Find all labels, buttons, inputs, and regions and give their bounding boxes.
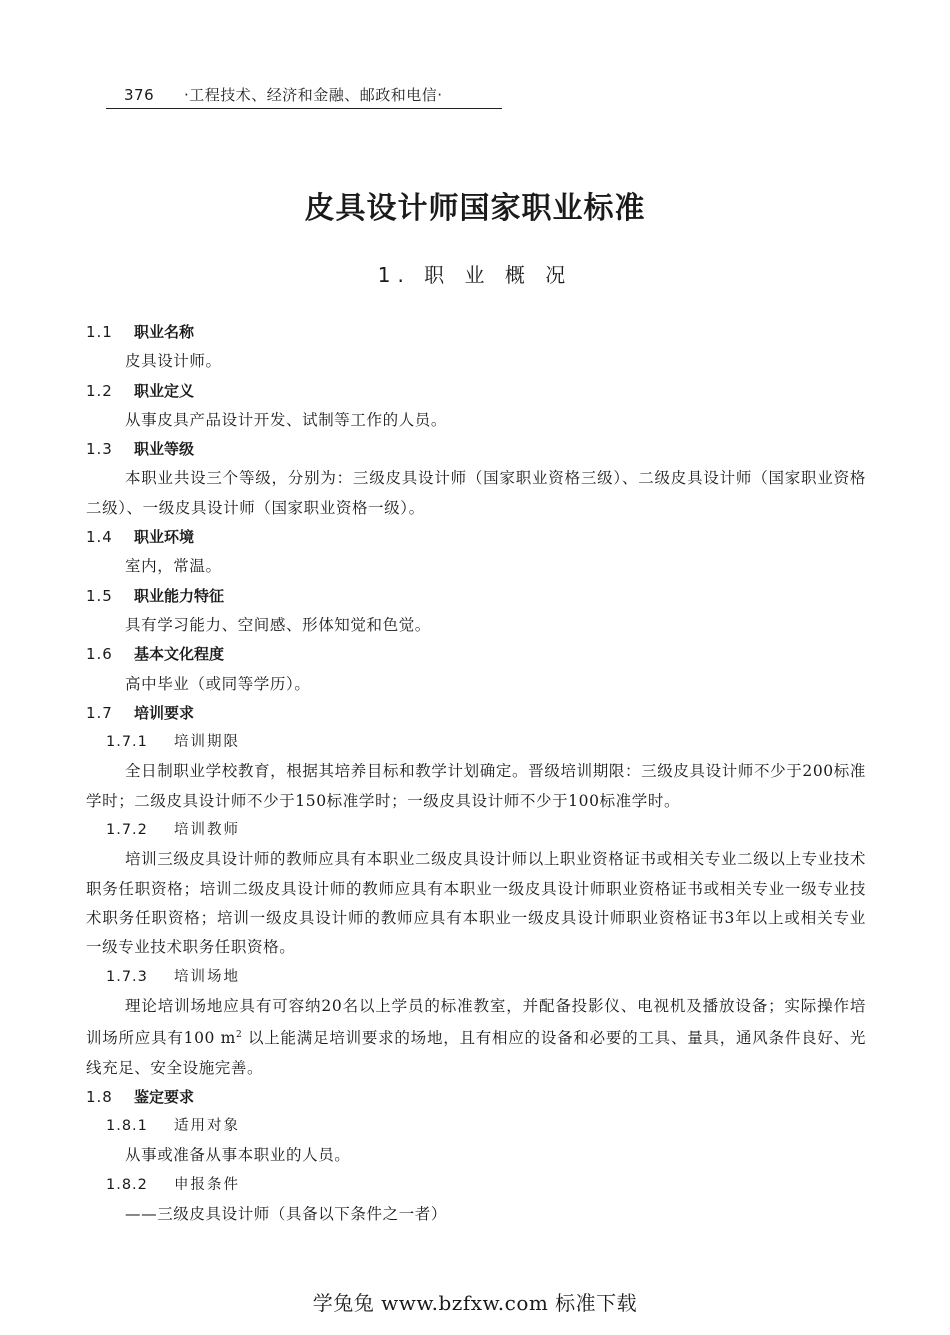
paragraph-1-7-1: 全日制职业学校教育，根据其培养目标和教学计划确定。晋级培训期限：三级皮具设计师不少于200标准学时；二级皮具设计师不少于150标准学时；一级皮具设计师不少于100标准学时。	[86, 762, 866, 810]
section-heading-1-5	[86, 582, 866, 611]
subsection-heading-1-7-1	[86, 728, 866, 757]
section-heading-1-3	[86, 435, 866, 464]
section-heading-1-7	[86, 699, 866, 728]
section-number: 1.7	[86, 703, 113, 722]
paragraph-1-7-2: 培训三级皮具设计师的教师应具有本职业二级皮具设计师以上职业资格证书或相关专业二级以上专业技术职务任职资格；培训二级皮具设计师的教师应具有本职业一级皮具设计师职业资格证书或相关专业一级专业技术职务任职资格；培训一级皮具设计师的教师应具有本职业一级皮具设计师职业资格证书3年以上或相关专业一级专业技术职务任职资格。	[86, 850, 866, 957]
paragraph-text: 以上能满足培训要求的场地，且有相应的设备和必要的工具、量具，通风条件良好、光线充足、安全设施完善。	[86, 1029, 866, 1077]
paragraph-1-6: 高中毕业（或同等学历）。	[125, 674, 311, 693]
section-number: 1.5	[86, 586, 113, 605]
section-number: 1.8	[86, 1087, 113, 1106]
paragraph-text: 理论培训场地应具有可容纳20名以上学员的标准教室，并配备投影仪、电视机及播放设备；实际操作培训场所应具有100 m	[86, 996, 866, 1048]
watermark-footer: 学兔兔 www.bzfxw.com 标准下载	[312, 1291, 638, 1315]
section-title: 职业名称	[134, 323, 195, 341]
subsection-title: 申报条件	[174, 1176, 240, 1193]
subsection-heading-1-7-2	[86, 816, 866, 845]
section-heading-1-2	[86, 377, 866, 406]
section-title: 基本文化程度	[134, 645, 225, 664]
page-number: 376	[124, 86, 155, 104]
paragraph-1-4: 室内，常温。	[125, 557, 222, 576]
section-title: 职业环境	[134, 528, 195, 547]
paragraph-1-1: 皮具设计师。	[125, 352, 222, 371]
paragraph-1-8-2: ——三级皮具设计师（具备以下条件之一者）	[125, 1205, 448, 1224]
section-number: 1.4	[86, 528, 113, 547]
superscript: 2	[235, 1030, 243, 1041]
section-number: 1.1	[86, 323, 113, 341]
section-heading-1-8	[86, 1083, 866, 1112]
section-number: 1.6	[86, 645, 113, 664]
subsection-number: 1.7.1	[106, 734, 148, 751]
document-body	[86, 318, 866, 1229]
subsection-number: 1.7.3	[106, 968, 148, 985]
subsection-number: 1.7.2	[106, 822, 148, 839]
document-title: 皮具设计师国家职业标准	[304, 191, 646, 226]
subsection-heading-1-8-2	[86, 1171, 866, 1200]
subsection-number: 1.8.2	[106, 1176, 148, 1193]
section-title: 培训要求	[134, 703, 195, 722]
paragraph-1-3: 本职业共设三个等级，分别为：三级皮具设计师（国家职业资格三级）、二级皮具设计师（国家职业资格二级）、一级皮具设计师（国家职业资格一级）。	[86, 469, 866, 517]
subsection-heading-1-8-1	[86, 1112, 866, 1141]
paragraph-1-8-1: 从事或准备从事本职业的人员。	[125, 1146, 351, 1165]
chapter-title: 1. 职 业 概 况	[377, 263, 573, 287]
section-title: 职业定义	[134, 381, 195, 400]
section-title: 鉴定要求	[134, 1087, 195, 1106]
subsection-title: 培训期限	[174, 734, 240, 751]
section-heading-1-1	[86, 318, 866, 347]
section-title: 职业能力特征	[134, 586, 225, 605]
subsection-number: 1.8.1	[106, 1118, 148, 1135]
section-heading-1-4	[86, 523, 866, 552]
subsection-title: 培训场地	[174, 968, 240, 985]
subsection-title: 适用对象	[174, 1118, 240, 1135]
section-number: 1.2	[86, 381, 113, 400]
subsection-heading-1-7-3	[86, 963, 866, 992]
section-title: 职业等级	[134, 440, 195, 459]
section-number: 1.3	[86, 440, 113, 459]
running-head	[106, 84, 502, 109]
paragraph-1-5: 具有学习能力、空间感、形体知觉和色觉。	[125, 615, 431, 634]
paragraph-1-7-3	[86, 992, 866, 1083]
paragraph-1-2: 从事皮具产品设计开发、试制等工作的人员。	[125, 410, 448, 429]
running-head-section: ·工程技术、经济和金融、邮政和电信·	[184, 86, 443, 104]
section-heading-1-6	[86, 640, 866, 669]
subsection-title: 培训教师	[174, 822, 240, 839]
